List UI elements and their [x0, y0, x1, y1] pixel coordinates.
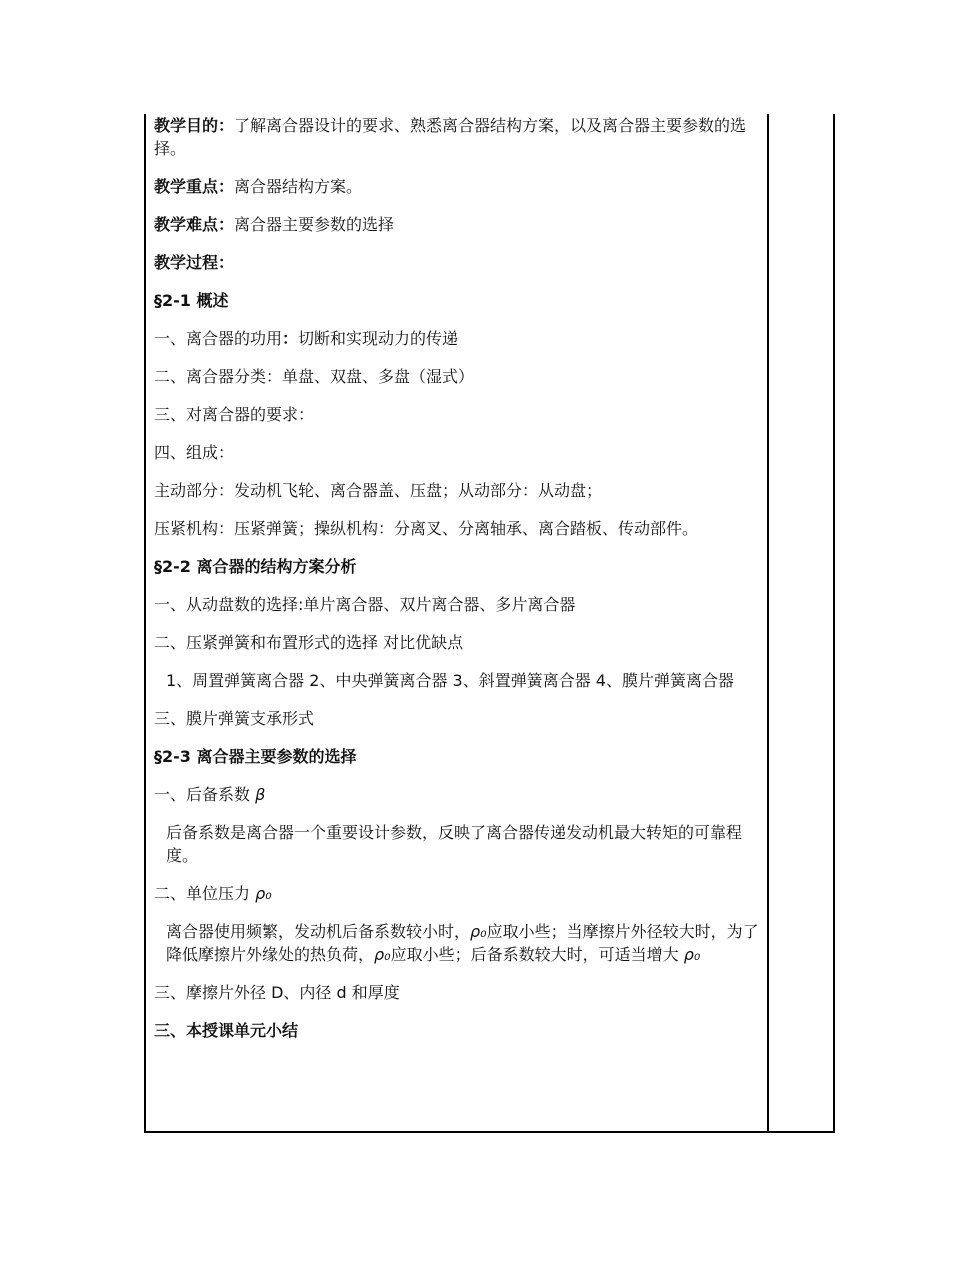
lesson-content — [154, 114, 760, 1057]
unit-summary-heading: 三、本授课单元小结 — [154, 1021, 299, 1040]
diaphragm-support-form: 三、膜片弹簧支承形式 — [154, 709, 315, 728]
section-2-1-heading: §2-1 概述 — [154, 291, 229, 310]
teaching-objective-text: 了解离合器设计的要求、熟悉离合器结构方案，以及离合器主要参数的选择。 — [154, 116, 747, 158]
clutch-requirements: 三、对离合器的要求： — [154, 405, 315, 424]
table-bottom-border — [144, 1131, 835, 1133]
reserve-coefficient-desc: 后备系数是离合器一个重要设计参数，反映了离合器传递发动机最大转矩的可靠程度。 — [166, 823, 743, 865]
clutch-function-text: 切断和实现动力的传递 — [298, 329, 459, 348]
rho-symbol: ρ₀ — [255, 884, 272, 903]
section-2-2-heading: §2-2 离合器的结构方案分析 — [154, 557, 357, 576]
teaching-objective-label: 教学目的： — [154, 116, 235, 135]
reserve-coefficient — [154, 783, 760, 806]
rho-symbol-2: ρ₀ — [374, 945, 391, 964]
teaching-key-point — [154, 175, 760, 198]
table-left-border — [144, 114, 146, 1133]
table-right-border — [833, 114, 835, 1133]
friction-disc-dimensions: 三、摩擦片外径 D、内径 d 和厚度 — [154, 983, 400, 1002]
unit-pressure-desc-a: 离合器使用频繁，发动机后备系数较小时， — [166, 922, 471, 941]
rho-symbol-3: ρ₀ — [683, 945, 701, 964]
spring-layout-selection: 二、压紧弹簧和布置形式的选择 对比优缺点 — [154, 633, 464, 652]
pressing-operating-mechanism: 压紧机构：压紧弹簧；操纵机构：分离叉、分离轴承、离合踏板、传动部件。 — [154, 519, 699, 538]
teaching-key-point-label: 教学重点： — [154, 177, 235, 196]
clutch-composition: 四、组成： — [154, 443, 235, 462]
section-2-3-heading: §2-3 离合器主要参数的选择 — [154, 747, 357, 766]
driven-disc-count: 一、从动盘数的选择:单片离合器、双片离合器、多片离合器 — [154, 595, 576, 614]
teaching-key-point-text: 离合器结构方案。 — [234, 177, 363, 196]
unit-pressure — [154, 882, 760, 905]
unit-pressure-desc — [154, 920, 760, 966]
spring-clutch-types: 1、周置弹簧离合器 2、中央弹簧离合器 3、斜置弹簧离合器 4、膜片弹簧离合器 — [166, 671, 734, 690]
unit-pressure-desc-c: 应取小些；后备系数较大时，可适当增大 — [390, 945, 684, 964]
teaching-process-heading: 教学过程： — [154, 253, 235, 272]
rho-symbol-1: ρ₀ — [470, 922, 487, 941]
teaching-objective — [154, 114, 760, 160]
teaching-difficulty — [154, 213, 760, 236]
unit-pressure-desc-b: 应取小些；当摩擦片外径较大时，为了降低摩擦片外缘处的热负荷， — [166, 922, 759, 964]
table-middle-border — [767, 114, 769, 1133]
clutch-function-label: 一、离合器的功用 — [154, 329, 283, 348]
teaching-difficulty-text: 离合器主要参数的选择 — [234, 215, 395, 234]
beta-symbol: β — [255, 785, 266, 804]
reserve-coefficient-label: 一、后备系数 — [154, 785, 256, 804]
clutch-function-colon: ： — [282, 329, 299, 348]
teaching-difficulty-label: 教学难点： — [154, 215, 235, 234]
driving-driven-parts: 主动部分：发动机飞轮、离合器盖、压盘；从动部分：从动盘； — [154, 481, 603, 500]
clutch-classification: 二、离合器分类：单盘、双盘、多盘（湿式） — [154, 367, 475, 386]
unit-pressure-label: 二、单位压力 — [154, 884, 256, 903]
clutch-function — [154, 327, 760, 350]
